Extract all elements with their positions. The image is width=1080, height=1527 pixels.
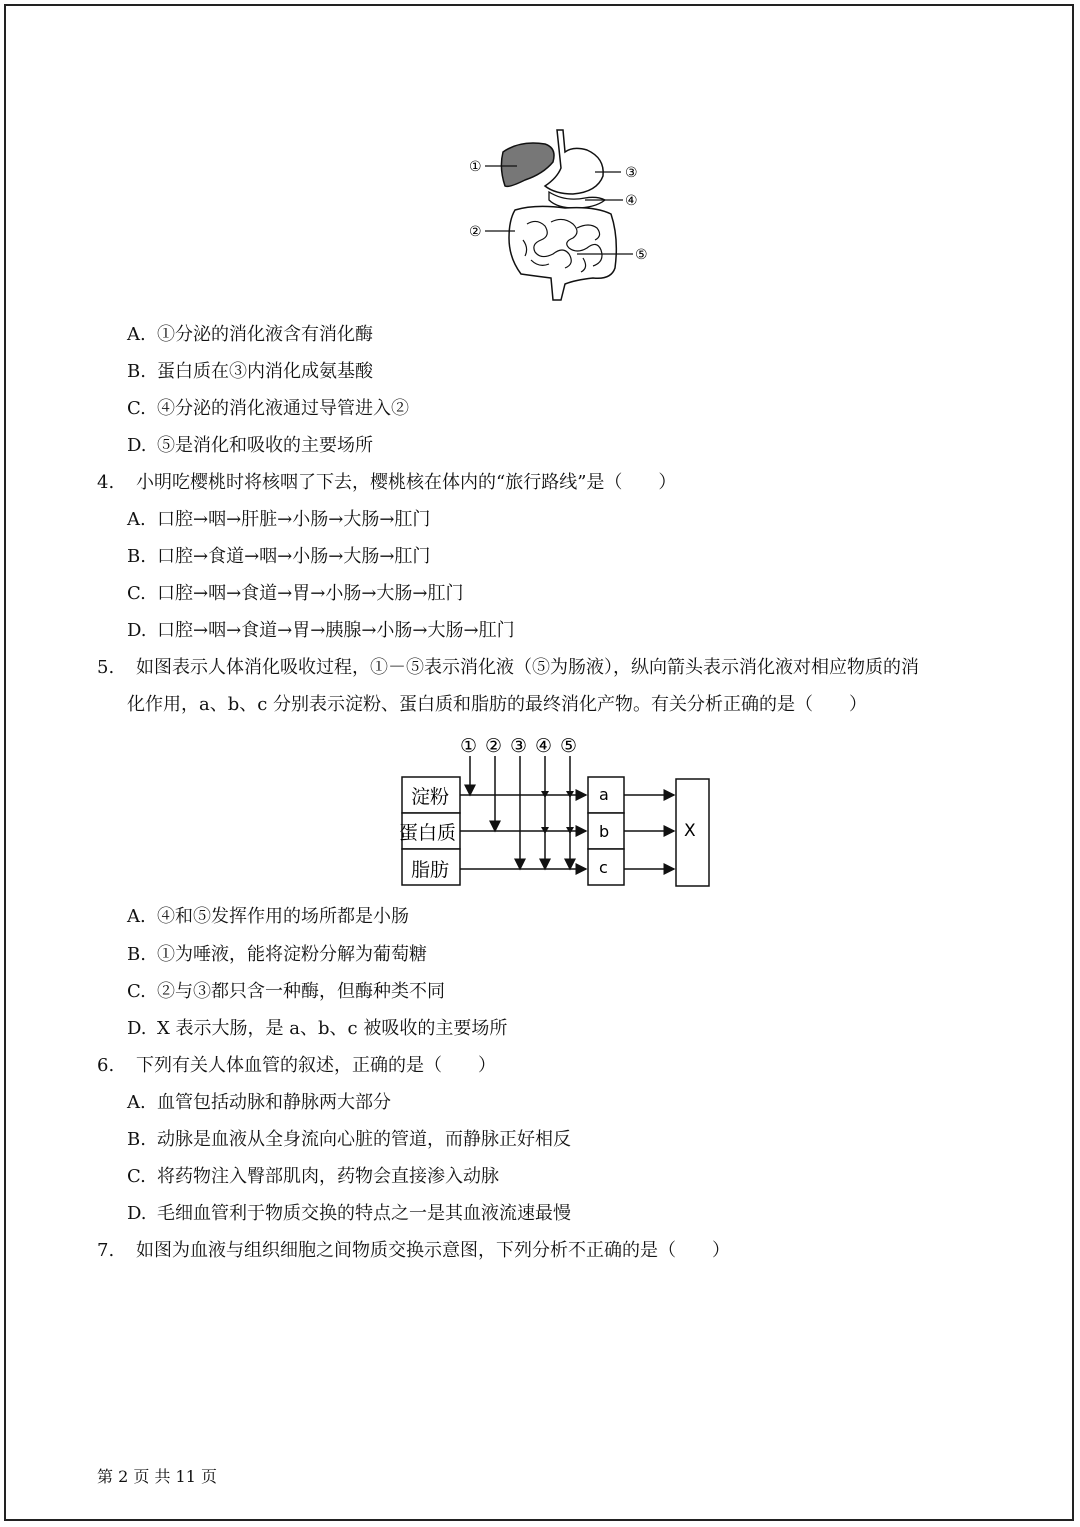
q4-option-d: D. 口腔→咽→食道→胃→胰腺→小肠→大肠→肛门 <box>127 620 515 641</box>
q5-stem-line2: 化作用，a、b、c 分别表示淀粉、蛋白质和脂肪的最终消化产物。有关分析正确的是（ ） <box>127 694 868 715</box>
q3-option-a: A. ①分泌的消化液含有消化酶 <box>127 324 373 345</box>
juice-label-3: ③ <box>510 735 528 757</box>
juice-label-5: ⑤ <box>560 735 578 757</box>
nutrient-protein-label: 蛋白质 <box>399 822 457 844</box>
nutrient-fat-label: 脂肪 <box>411 859 450 881</box>
juice-label-1: ① <box>460 735 478 757</box>
q3-option-b: B. 蛋白质在③内消化成氨基酸 <box>127 361 373 382</box>
q5-option-a: A. ④和⑤发挥作用的场所都是小肠 <box>127 906 409 927</box>
q6-option-d: D. 毛细血管利于物质交换的特点之一是其血液流速最慢 <box>127 1203 571 1224</box>
absorb-x-label: X <box>684 821 696 841</box>
q5-option-c: C. ②与③都只含一种酶，但酶种类不同 <box>127 981 445 1002</box>
figure-label-4: ④ <box>625 193 638 209</box>
q3-option-d: D. ⑤是消化和吸收的主要场所 <box>127 435 373 456</box>
q5-option-d: D. X 表示大肠，是 a、b、c 被吸收的主要场所 <box>127 1018 508 1039</box>
q4-option-b: B. 口腔→食道→咽→小肠→大肠→肛门 <box>127 546 431 567</box>
product-b-label: b <box>599 822 610 841</box>
digestive-system-figure <box>465 128 655 304</box>
q6-option-b: B. 动脉是血液从全身流向心脏的管道，而静脉正好相反 <box>127 1129 571 1150</box>
figure-label-3: ③ <box>625 165 638 181</box>
figure-label-1: ① <box>469 159 482 175</box>
q6-option-a: A. 血管包括动脉和静脉两大部分 <box>127 1092 391 1113</box>
liver-shape <box>501 143 554 186</box>
q4-option-c: C. 口腔→咽→食道→胃→小肠→大肠→肛门 <box>127 583 464 604</box>
page-footer: 第 2 页 共 11 页 <box>97 1467 217 1486</box>
large-intestine-shape <box>509 206 616 300</box>
q5-option-b: B. ①为唾液，能将淀粉分解为葡萄糖 <box>127 944 427 965</box>
q6-option-c: C. 将药物注入臀部肌肉，药物会直接渗入动脉 <box>127 1166 499 1187</box>
q3-option-c: C. ④分泌的消化液通过导管进入② <box>127 398 409 419</box>
product-c-label: c <box>599 858 608 877</box>
q4-option-a: A. 口腔→咽→肝脏→小肠→大肠→肛门 <box>127 509 431 530</box>
figure-label-2: ② <box>469 224 482 240</box>
juice-label-4: ④ <box>535 735 553 757</box>
nutrient-starch-label: 淀粉 <box>411 786 450 808</box>
figure-label-5: ⑤ <box>635 247 648 263</box>
juice-label-2: ② <box>485 735 503 757</box>
digestion-process-diagram <box>395 732 715 892</box>
product-a-label: a <box>599 785 609 804</box>
